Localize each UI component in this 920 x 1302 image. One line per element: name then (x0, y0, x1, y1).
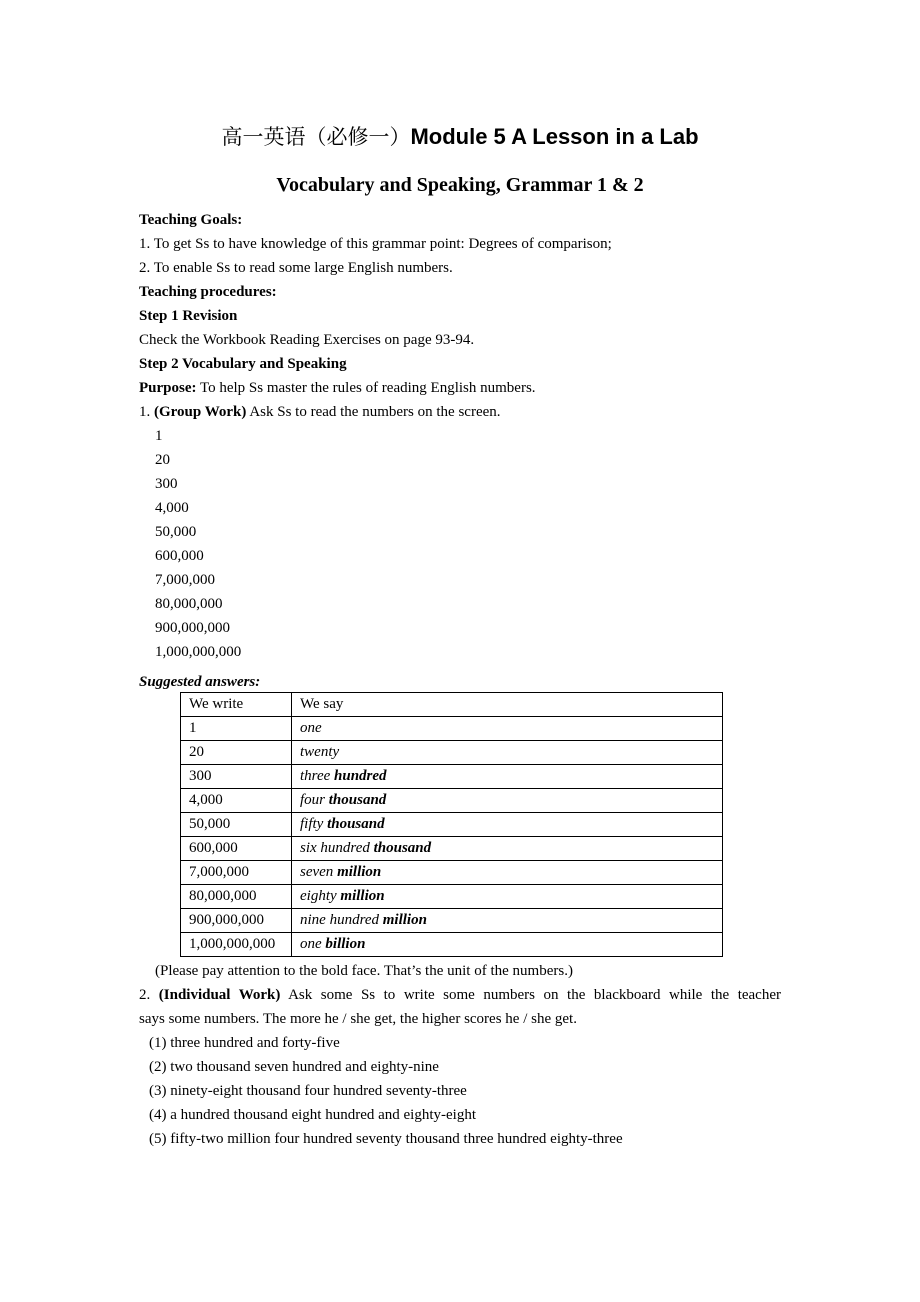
step1-heading: Step 1 Revision (139, 308, 238, 324)
cell-write: 50,000 (181, 813, 292, 837)
table-row (181, 861, 723, 885)
table-row (181, 741, 723, 765)
task2-line-1 (139, 983, 781, 1007)
say-plain: nine hundred (300, 912, 383, 928)
say-bold: million (382, 912, 427, 928)
cell-say (292, 813, 723, 837)
say-bold: thousand (327, 816, 385, 832)
table-note: (Please pay attention to the bold face. That’s the unit of the numbers.) (155, 963, 573, 979)
list-item: (3) ninety-eight thousand four hundred seventy-three (149, 1083, 467, 1099)
cell-write: 80,000,000 (181, 885, 292, 909)
say-plain: fifty (300, 816, 328, 832)
task2-prefix: 2. (139, 987, 159, 1003)
page-title (0, 122, 920, 152)
suggested-answers-label: Suggested answers: (139, 674, 261, 690)
cell-say (292, 765, 723, 789)
table-row (181, 765, 723, 789)
say-bold: thousand (373, 840, 432, 856)
say-plain: seven (300, 864, 338, 880)
say-bold: hundred (334, 768, 387, 784)
header-we-say: We say (292, 693, 723, 717)
title-english: Module 5 A Lesson in a Lab (410, 124, 699, 149)
cell-say (292, 789, 723, 813)
number-item: 1,000,000,000 (155, 644, 242, 660)
task2-line-2: says some numbers. The more he / she get, the higher scores he / she get. (139, 1011, 577, 1027)
step2-heading: Step 2 Vocabulary and Speaking (139, 356, 347, 372)
table-row (181, 933, 723, 957)
cell-write: 7,000,000 (181, 861, 292, 885)
cell-say (292, 885, 723, 909)
cell-write: 300 (181, 765, 292, 789)
purpose-text: To help Ss master the rules of reading English numbers. (196, 380, 536, 396)
say-plain: six hundred (300, 840, 374, 856)
number-item: 600,000 (155, 548, 204, 564)
cell-say (292, 741, 723, 765)
cell-write: 1 (181, 717, 292, 741)
answers-table (180, 692, 723, 957)
table-row (181, 909, 723, 933)
table-row (181, 717, 723, 741)
number-item: 7,000,000 (155, 572, 215, 588)
say-plain: twenty (300, 744, 340, 760)
step1-text: Check the Workbook Reading Exercises on page 93-94. (139, 332, 475, 348)
document-body (139, 208, 781, 1151)
number-item: 1 (155, 428, 163, 444)
header-we-write: We write (181, 693, 292, 717)
cell-say (292, 909, 723, 933)
title-chinese: 高一英语（必修一） (221, 125, 411, 149)
table-row (181, 789, 723, 813)
table-row (181, 837, 723, 861)
page-subtitle: Vocabulary and Speaking, Grammar 1 & 2 (276, 174, 644, 196)
goal-item-2: 2. To enable Ss to read some large English numbers. (139, 260, 453, 276)
task1-prefix: 1. (139, 404, 154, 420)
purpose-label: Purpose: (139, 380, 197, 396)
task1-line (139, 400, 781, 424)
cell-write: 900,000,000 (181, 909, 292, 933)
cell-say (292, 837, 723, 861)
cell-write: 1,000,000,000 (181, 933, 292, 957)
cell-say (292, 933, 723, 957)
purpose-line (139, 376, 781, 400)
number-item: 300 (155, 476, 178, 492)
say-bold: million (340, 888, 385, 904)
task2-label: (Individual Work) (158, 987, 281, 1003)
say-bold: thousand (328, 792, 387, 808)
teaching-goals-heading: Teaching Goals: (139, 212, 243, 228)
task1-label: (Group Work) (154, 404, 247, 420)
table-row (181, 885, 723, 909)
say-plain: four (300, 792, 329, 808)
say-bold: million (337, 864, 382, 880)
say-plain: one (300, 936, 326, 952)
list-item: (4) a hundred thousand eight hundred and eighty-eight (149, 1107, 476, 1123)
say-plain: three (300, 768, 335, 784)
table-row (181, 813, 723, 837)
cell-write: 20 (181, 741, 292, 765)
list-item: (2) two thousand seven hundred and eighty-nine (149, 1059, 439, 1075)
cell-say (292, 861, 723, 885)
say-plain: one (300, 720, 322, 736)
table-header-row (181, 693, 723, 717)
list-item: (1) three hundred and forty-five (149, 1035, 340, 1051)
number-item: 20 (155, 452, 170, 468)
list-item: (5) fifty-two million four hundred seventy thousand three hundred eighty-three (149, 1131, 623, 1147)
task2-text-1: Ask some Ss to write some numbers on the blackboard while the teacher (280, 987, 781, 1003)
cell-write: 4,000 (181, 789, 292, 813)
number-item: 4,000 (155, 500, 189, 516)
goal-item-1: 1. To get Ss to have knowledge of this grammar point: Degrees of comparison; (139, 236, 612, 252)
number-item: 50,000 (155, 524, 197, 540)
number-item: 80,000,000 (155, 596, 223, 612)
say-bold: billion (325, 936, 366, 952)
task1-text: Ask Ss to read the numbers on the screen. (246, 404, 501, 420)
say-plain: eighty (300, 888, 341, 904)
procedures-heading: Teaching procedures: (139, 284, 277, 300)
cell-write: 600,000 (181, 837, 292, 861)
cell-say (292, 717, 723, 741)
number-item: 900,000,000 (155, 620, 230, 636)
